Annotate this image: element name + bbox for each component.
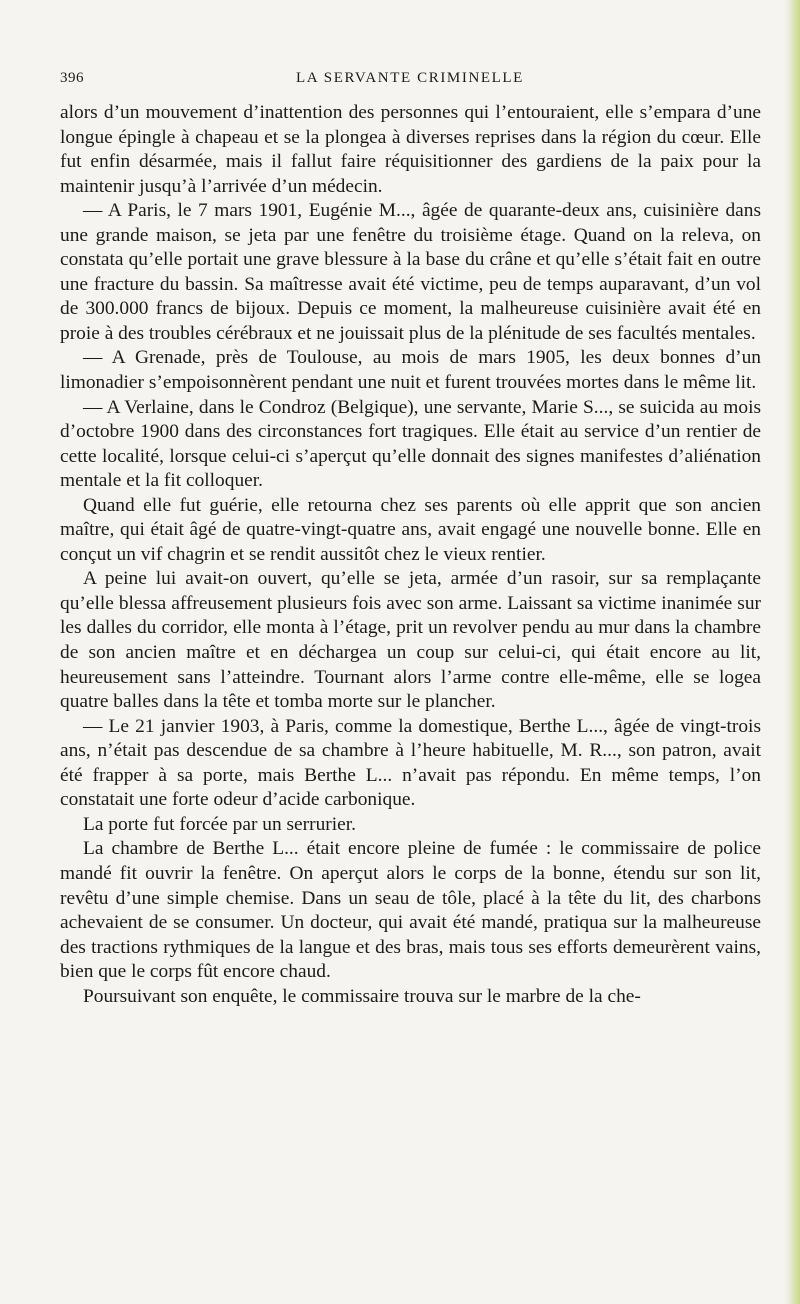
paragraph: Poursuivant son enquête, le commissaire trouva sur le marbre de la che- [83, 985, 641, 1007]
paragraph: — Le 21 janvier 1903, à Paris, comme la domestique, Berthe L..., âgée de vingt-trois ans, n’était pas descendue de sa chambre à l’heure habituelle, M. R..., son patron, avait été frapper à sa porte, mais Berthe L... n’avait pas répondu. En même temps, l’on constatait une forte odeur d’acide carbonique. [60, 715, 761, 811]
paragraph: — A Verlaine, dans le Condroz (Belgique), une servante, Marie S..., se suicida au mois d’octobre 1900 dans des circonstances fort tragiques. Elle était au service d’un rentier de cette localité, lorsque celui-ci s’aperçut qu’elle donnait des signes manifestes d’aliénation mentale et la fit colloquer. [60, 396, 761, 492]
page-edge-shadow [784, 0, 800, 1304]
paragraph: La chambre de Berthe L... était encore pleine de fumée : le commissaire de police mandé fit ouvrir la fenêtre. On aperçut alors le corps de la bonne, étendu sur son lit, revêtu d’une simple chemise. Dans un seau de tôle, placé à la tête du lit, des charbons achevaient de se consumer. Un docteur, qui avait été mandé, pratiqua sur la malheureuse des tractions rythmiques de la langue et des bras, mais tous ses efforts demeurèrent vains, bien que le corps fût encore chaud. [60, 838, 761, 983]
paragraph: — A Paris, le 7 mars 1901, Eugénie M..., âgée de quarante-deux ans, cuisinière dans une grande maison, se jeta par une fenêtre du troisième étage. Quand on la releva, on constata qu’elle portait une grave blessure à la base du crâne et qu’elle s’était fait en outre une fracture du bassin. Sa maîtresse avait été victime, peu de temps auparavant, d’un vol de 300.000 francs de bijoux. Depuis ce moment, la malheureuse cuisinière avait été en proie à des troubles cérébraux et ne jouissait plus de la plénitude de ses facultés mentales. [60, 200, 761, 344]
paragraph: A peine lui avait-on ouvert, qu’elle se jeta, armée d’un rasoir, sur sa remplaçante qu’elle blessa affreusement plusieurs fois avec son arme. Laissant sa victime inanimée sur les dalles du corridor, elle monta à l’étage, prit un revolver pendu au mur dans la chambre de son ancien maître et en déchargea un coup sur celui-ci, qui était encore au lit, heureusement sans l’atteindre. Tournant alors l’arme contre elle-même, elle se logea quatre balles dans la tête et tomba morte sur le plancher. [60, 568, 761, 713]
body-text [60, 101, 761, 1009]
paragraph: Quand elle fut guérie, elle retourna chez ses parents où elle apprit que son ancien maître, qui était âgé de quatre-vingt-quatre ans, avait engagé une nouvelle bonne. Elle en conçut un vif chagrin et se rendit aussitôt chez le vieux rentier. [60, 494, 761, 565]
page-header [60, 70, 760, 94]
page-number: 396 [60, 70, 84, 86]
running-title: LA SERVANTE CRIMINELLE [296, 70, 524, 86]
paragraph: La porte fut forcée par un serrurier. [83, 813, 356, 835]
paragraph: alors d’un mouvement d’inattention des personnes qui l’entouraient, elle s’empara d’une longue épingle à chapeau et se la plongea à diverses reprises dans la région du cœur. Elle fut enfin désarmée, mais il fallut faire réquisitionner des gardiens de la paix pour la maintenir jusqu’à l’arrivée d’un médecin. [60, 102, 761, 197]
paragraph: — A Grenade, près de Toulouse, au mois de mars 1905, les deux bonnes d’un limonadier s’empoisonnèrent pendant une nuit et furent trouvées mortes dans le même lit. [60, 347, 761, 394]
